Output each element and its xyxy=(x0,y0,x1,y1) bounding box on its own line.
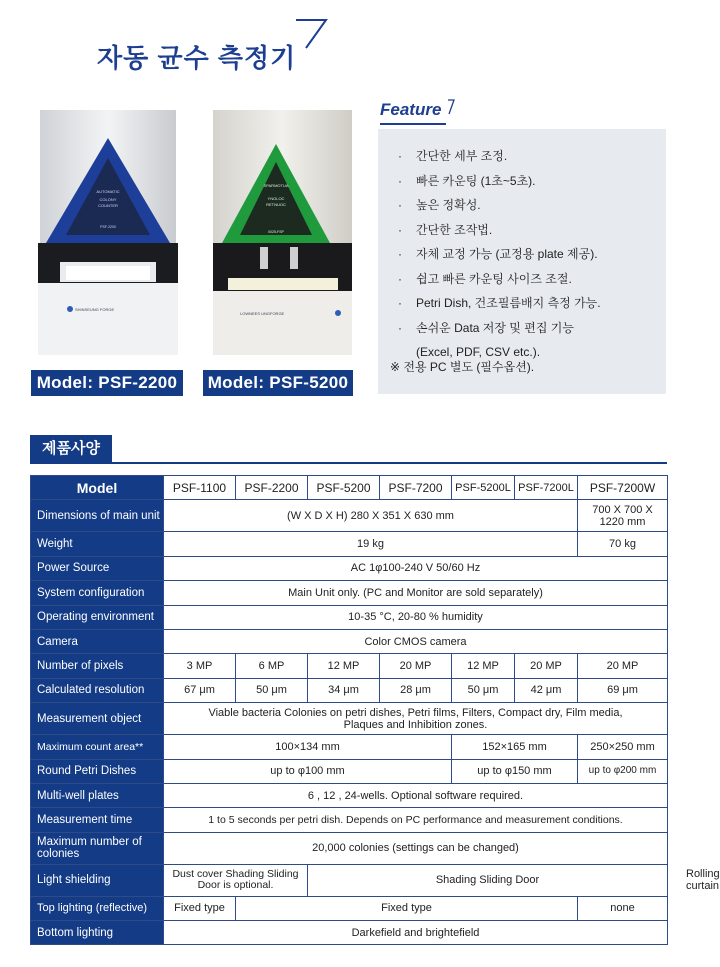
table-cell: 50 μm xyxy=(236,678,308,702)
header-psf-2200: PSF-2200 xyxy=(236,476,308,500)
table-cell: none xyxy=(578,896,668,920)
triangle-text-2: YNOLOC xyxy=(267,196,285,201)
table-row xyxy=(31,678,668,702)
table-cell: Fixed type xyxy=(164,896,236,920)
table-cell: 19 kg xyxy=(164,532,578,556)
table-cell: 100×134 mm xyxy=(164,735,452,759)
feature-item xyxy=(398,267,658,292)
table-cell: Dust cover Shading Sliding Door is optional. xyxy=(164,864,308,896)
table-cell: AC 1φ100-240 V 50/60 Hz xyxy=(164,556,668,580)
row-label: Maximum number of colonies xyxy=(31,832,164,864)
table-cell: Main Unit only. (PC and Monitor are sold separately) xyxy=(164,581,668,605)
table-row xyxy=(31,654,668,678)
row-label: System configuration xyxy=(31,581,164,605)
feature-slash-decoration xyxy=(446,98,456,118)
product-image-psf-2200 xyxy=(38,110,178,360)
bullet: · xyxy=(398,296,402,310)
table-cell: Darkefield and brightefield xyxy=(164,921,668,945)
table-cell: 12 MP xyxy=(308,654,380,678)
feature-item-text: 간단한 세부 조정. xyxy=(416,149,508,163)
feature-item xyxy=(398,169,658,194)
table-cell: 1 to 5 seconds per petri dish. Depends on PC performance and measurement conditions. xyxy=(164,808,668,832)
feature-note: ※ 전용 PC 별도 (필수옵션). xyxy=(390,360,535,374)
row-label: Camera xyxy=(31,629,164,653)
bullet: · xyxy=(398,320,402,335)
row-label: Light shielding xyxy=(31,864,164,896)
row-label: Maximum count area** xyxy=(31,735,164,759)
bullet: · xyxy=(398,149,402,163)
row-label: Measurement object xyxy=(31,703,164,735)
feature-item-text: Petri Dish, 건조필름배지 측정 가능. xyxy=(416,296,601,310)
table-row xyxy=(31,783,668,807)
feature-list xyxy=(398,144,658,365)
table-cell: 20 MP xyxy=(578,654,668,678)
feature-item xyxy=(398,218,658,243)
spec-table xyxy=(30,475,720,945)
spec-heading: 제품사양 xyxy=(30,435,112,462)
table-row xyxy=(31,629,668,653)
table-cell: 28 μm xyxy=(380,678,452,702)
table-cell: 42 μm xyxy=(515,678,578,702)
feature-item-text: 간단한 조작법. xyxy=(416,222,493,237)
bullet: · xyxy=(398,222,402,237)
table-cell: 20 MP xyxy=(515,654,578,678)
feature-item-text: 자체 교정 가능 (교정용 plate 제공). xyxy=(416,247,598,261)
table-row xyxy=(31,759,668,783)
table-cell: up to φ200 mm xyxy=(578,759,668,783)
table-cell: up to φ100 mm xyxy=(164,759,452,783)
table-row xyxy=(31,896,668,920)
bullet: · xyxy=(398,271,402,286)
title-area xyxy=(0,0,683,90)
feature-item-text: 높은 정확성. xyxy=(416,198,481,212)
table-cell: Shading Sliding Door xyxy=(308,864,668,896)
table-row xyxy=(31,832,668,864)
table-cell: 6 , 12 , 24-wells. Optional software required. xyxy=(164,783,668,807)
title-slash-decoration xyxy=(296,14,336,54)
feature-item-continuation: (Excel, PDF, CSV etc.). xyxy=(416,345,541,359)
row-label: Number of pixels xyxy=(31,654,164,678)
table-row xyxy=(31,500,668,532)
header-psf-7200w: PSF-7200W xyxy=(578,476,668,500)
triangle-subtext: PSF-2200 xyxy=(100,225,116,229)
table-cell: Color CMOS camera xyxy=(164,629,668,653)
triangle-text-1: AUTOMATIC xyxy=(96,189,120,194)
table-row xyxy=(31,703,668,735)
feature-underline xyxy=(380,123,446,125)
page-title: 자동 균수 측정기 xyxy=(97,43,297,73)
feature-item-text: 쉽고 빠른 카운팅 사이즈 조절. xyxy=(416,271,572,286)
bullet: · xyxy=(398,247,402,261)
table-cell: up to φ150 mm xyxy=(452,759,578,783)
table-cell: 250×250 mm xyxy=(578,735,668,759)
table-cell: 70 kg xyxy=(578,532,668,556)
header-model: Model xyxy=(31,476,164,500)
row-label: Measurement time xyxy=(31,808,164,832)
spec-divider xyxy=(30,462,667,464)
table-cell: 6 MP xyxy=(236,654,308,678)
table-cell: 69 μm xyxy=(578,678,668,702)
table-row xyxy=(31,581,668,605)
table-row xyxy=(31,808,668,832)
triangle-text-1: SPARMOTUA xyxy=(263,183,289,188)
brand-text-1: SHINSEUNG FORGE xyxy=(75,307,115,312)
triangle-subtext: 0025-FSP xyxy=(268,230,284,234)
feature-item xyxy=(398,316,658,341)
triangle-text-2: COLONY xyxy=(99,197,117,202)
bullet: · xyxy=(398,198,402,212)
feature-item-text: 손쉬운 Data 저장 및 편집 기능 xyxy=(416,320,574,335)
header-psf-5200: PSF-5200 xyxy=(308,476,380,500)
table-cell: 34 μm xyxy=(308,678,380,702)
feature-box xyxy=(378,129,666,394)
table-cell: 700 X 700 X 1220 mm xyxy=(578,500,668,532)
row-label: Top lighting (reflective) xyxy=(31,896,164,920)
feature-item xyxy=(398,242,658,267)
bullet: · xyxy=(398,173,402,188)
table-row xyxy=(31,532,668,556)
table-cell: (W X D X H) 280 X 351 X 630 mm xyxy=(164,500,578,532)
row-label: Round Petri Dishes xyxy=(31,759,164,783)
table-cell: Viable bacteria Colonies on petri dishes, Petri films, Filters, Compact dry, Film media, Plaques and Inhibition zones. xyxy=(164,703,668,735)
table-cell: 152×165 mm xyxy=(452,735,578,759)
table-cell: Fixed type xyxy=(236,896,578,920)
table-cell: 3 MP xyxy=(164,654,236,678)
table-cell: 12 MP xyxy=(452,654,515,678)
triangle-text-3: RETNUOC xyxy=(266,202,286,207)
table-cell: 20 MP xyxy=(380,654,452,678)
row-label: Multi-well plates xyxy=(31,783,164,807)
feature-item xyxy=(398,144,658,169)
table-cell: 50 μm xyxy=(452,678,515,702)
triangle-text-3: COUNTER xyxy=(98,203,118,208)
row-label: Power Source xyxy=(31,556,164,580)
table-row xyxy=(31,735,668,759)
brand-text-2: LOWNEES UNGFORGE xyxy=(240,311,285,316)
model-label-psf-5200: Model: PSF-5200 xyxy=(203,370,353,396)
table-row xyxy=(31,605,668,629)
row-label: Calculated resolution xyxy=(31,678,164,702)
header-psf-7200: PSF-7200 xyxy=(380,476,452,500)
model-label-psf-2200: Model: PSF-2200 xyxy=(31,370,183,396)
header-psf-7200l: PSF-7200L xyxy=(515,476,578,500)
table-cell: 10-35 °C, 20-80 % humidity xyxy=(164,605,668,629)
feature-title: Feature xyxy=(380,100,442,119)
table-header-row xyxy=(31,476,668,500)
feature-item-text: 빠른 카운팅 (1초~5초). xyxy=(416,173,536,188)
table-row: Light shielding Dust cover Shading Sliding Door is optional. Shading Sliding Door Rolling curtain xyxy=(31,864,668,896)
table-cell: 67 μm xyxy=(164,678,236,702)
table-row xyxy=(31,556,668,580)
feature-item xyxy=(398,291,658,316)
header-psf-1100: PSF-1100 xyxy=(164,476,236,500)
header-psf-5200l: PSF-5200L xyxy=(452,476,515,500)
feature-item xyxy=(398,193,658,218)
table-cell: 20,000 colonies (settings can be changed) xyxy=(164,832,668,864)
row-label: Dimensions of main unit xyxy=(31,500,164,532)
product-image-psf-5200 xyxy=(210,110,355,360)
row-label: Operating environment xyxy=(31,605,164,629)
row-label: Bottom lighting xyxy=(31,921,164,945)
table-row xyxy=(31,921,668,945)
row-label: Weight xyxy=(31,532,164,556)
